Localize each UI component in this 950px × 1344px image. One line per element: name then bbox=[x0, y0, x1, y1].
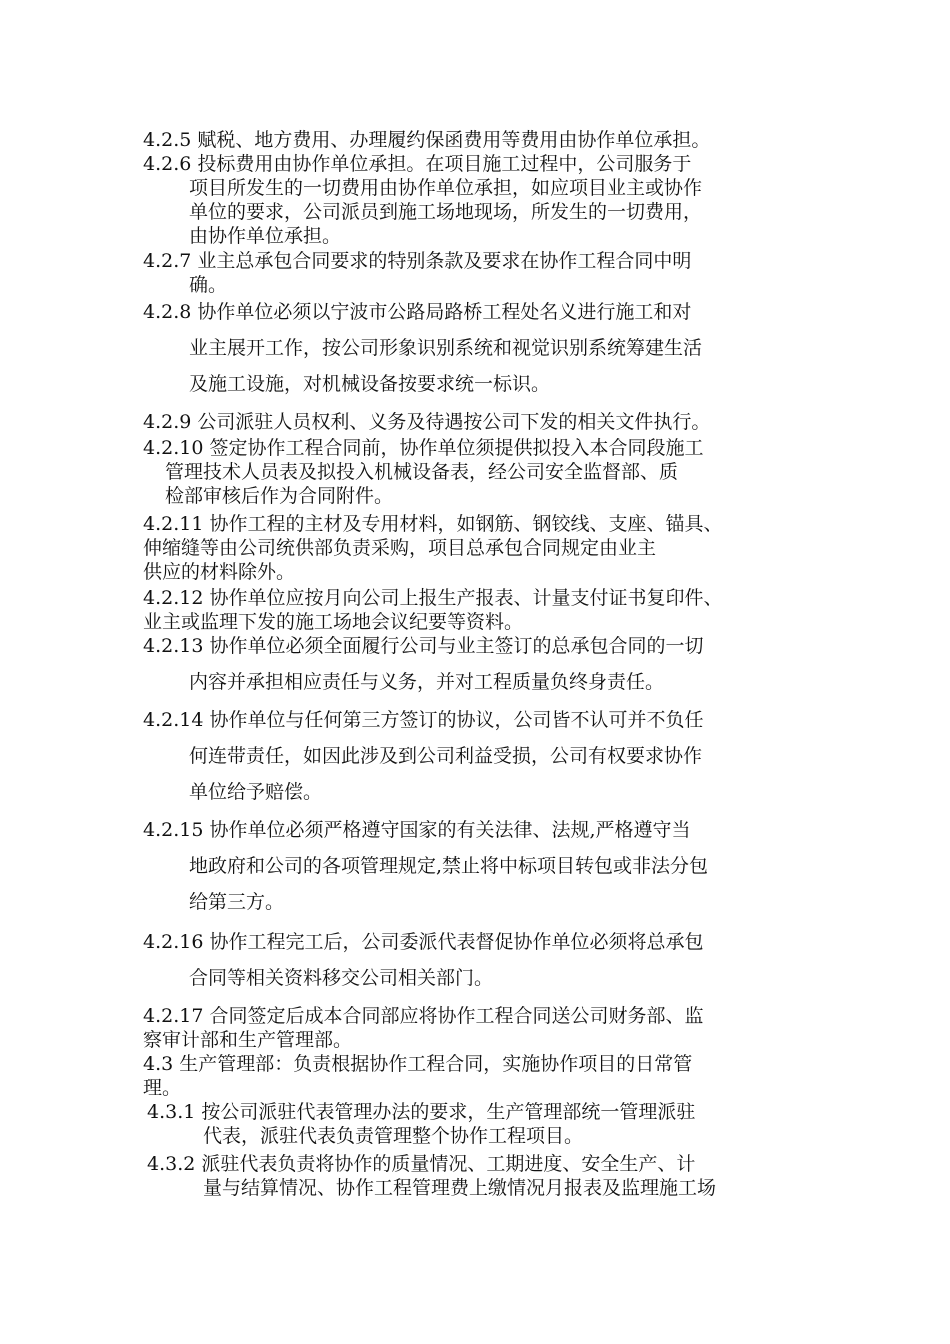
text-line: 检部审核后作为合同附件。 bbox=[165, 485, 394, 507]
text-line: 何连带责任，如因此涉及到公司利益受损，公司有权要求协作 bbox=[189, 745, 703, 767]
clause-4-2-9 bbox=[143, 410, 823, 434]
text-line: 4.2.13 协作单位必须全面履行公司与业主签订的总承包合同的一切 bbox=[143, 635, 704, 657]
text-line: 管理技术人员表及拟投入机械设备表，经公司安全监督部、质 bbox=[165, 461, 679, 483]
text-line: 4.2.7 业主总承包合同要求的特别条款及要求在协作工程合同中明 bbox=[143, 250, 692, 272]
text-line: 项目所发生的一切费用由协作单位承担，如应项目业主或协作 bbox=[189, 177, 703, 199]
clause-4-2-14 bbox=[143, 708, 823, 816]
text-line: 4.2.15 协作单位必须严格遵守国家的有关法律、法规,严格遵守当 bbox=[143, 819, 691, 841]
clause-4-2-16 bbox=[143, 930, 823, 1002]
clause-4-2-12 bbox=[143, 586, 823, 634]
text-line: 4.3.2 派驻代表负责将协作的质量情况、工期进度、安全生产、计 bbox=[147, 1153, 696, 1175]
clause-4-2-11 bbox=[143, 512, 823, 584]
text-line: 4.2.6 投标费用由协作单位承担。在项目施工过程中，公司服务于 bbox=[143, 153, 692, 175]
clause-4-2-5 bbox=[143, 128, 823, 152]
text-line: 确。 bbox=[189, 274, 228, 296]
text-line: 4.3 生产管理部：负责根据协作工程合同，实施协作项目的日常管 bbox=[143, 1053, 693, 1075]
text-line: 4.2.17 合同签定后成本合同部应将协作工程合同送公司财务部、监 bbox=[143, 1005, 704, 1027]
clause-4-2-17 bbox=[143, 1004, 823, 1052]
text-line: 4.2.8 协作单位必须以宁波市公路局路桥工程处名义进行施工和对 bbox=[143, 301, 692, 323]
text-line: 供应的材料除外。 bbox=[143, 561, 296, 583]
text-line: 及施工设施，对机械设备按要求统一标识。 bbox=[189, 373, 551, 395]
clause-4-2-10 bbox=[143, 436, 823, 508]
text-line: 4.2.16 协作工程完工后，公司委派代表督促协作单位必须将总承包 bbox=[143, 931, 704, 953]
text-line: 单位的要求，公司派员到施工场地现场，所发生的一切费用， bbox=[189, 201, 703, 223]
text-line: 4.2.14 协作单位与任何第三方签订的协议，公司皆不认可并不负任 bbox=[143, 709, 704, 731]
text-line: 代表，派驻代表负责管理整个协作工程项目。 bbox=[203, 1125, 584, 1147]
clause-4-2-15 bbox=[143, 818, 823, 926]
text-line: 给第三方。 bbox=[189, 891, 285, 913]
clause-4-2-13 bbox=[143, 634, 823, 706]
text-line: 察审计部和生产管理部。 bbox=[143, 1029, 353, 1051]
text-line: 业主展开工作，按公司形象识别系统和视觉识别系统筹建生活 bbox=[189, 337, 703, 359]
clause-4-3-2 bbox=[147, 1152, 827, 1200]
text-line: 4.2.9 公司派驻人员权利、义务及待遇按公司下发的相关文件执行。 bbox=[143, 411, 711, 433]
text-line: 单位给予赔偿。 bbox=[189, 781, 323, 803]
clause-4-2-6 bbox=[143, 152, 823, 248]
clause-4-3 bbox=[143, 1052, 823, 1100]
text-line: 理。 bbox=[143, 1077, 182, 1099]
clause-4-2-7 bbox=[143, 249, 823, 297]
text-line: 内容并承担相应责任与义务，并对工程质量负终身责任。 bbox=[189, 671, 665, 693]
text-line: 4.2.10 签定协作工程合同前，协作单位须提供拟投入本合同段施工 bbox=[143, 437, 704, 459]
text-line: 4.2.5 赋税、地方费用、办理履约保函费用等费用由协作单位承担。 bbox=[143, 129, 711, 151]
text-line: 合同等相关资料移交公司相关部门。 bbox=[189, 967, 494, 989]
text-line: 业主或监理下发的施工场地会议纪要等资料。 bbox=[143, 611, 524, 633]
clause-4-2-8 bbox=[143, 300, 823, 408]
text-line: 地政府和公司的各项管理规定,禁止将中标项目转包或非法分包 bbox=[189, 855, 709, 877]
text-line: 由协作单位承担。 bbox=[189, 225, 342, 247]
text-line: 4.2.11 协作工程的主材及专用材料，如钢筋、钢铰线、支座、锚具、 bbox=[143, 513, 723, 535]
text-line: 量与结算情况、协作工程管理费上缴情况月报表及监理施工场 bbox=[203, 1177, 717, 1199]
text-line: 4.2.12 协作单位应按月向公司上报生产报表、计量支付证书复印件、 bbox=[143, 587, 723, 609]
text-line: 伸缩缝等由公司统供部负责采购，项目总承包合同规定由业主 bbox=[143, 537, 657, 559]
clause-4-3-1 bbox=[147, 1100, 827, 1148]
text-line: 4.3.1 按公司派驻代表管理办法的要求，生产管理部统一管理派驻 bbox=[147, 1101, 696, 1123]
